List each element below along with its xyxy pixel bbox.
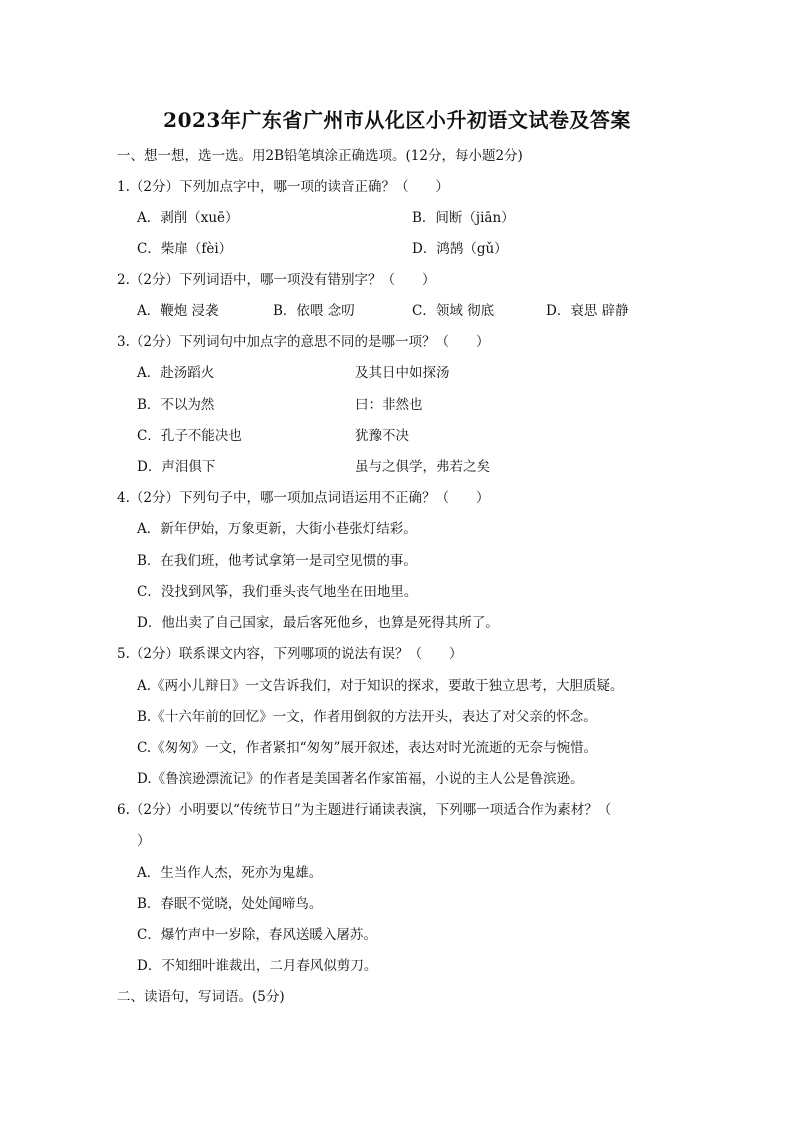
q5-option-a: A.《两小儿辩日》一文告诉我们，对于知识的探求，要敢于独立思考，大胆质疑。 [137, 678, 624, 694]
q5-option-c: C.《匆匆》一文，作者紧扣“匆匆”展开叙述，表达对时光流逝的无奈与惋惜。 [137, 740, 597, 756]
q3-option-d-right: 虽与之俱学，弗若之矣 [355, 459, 490, 475]
q3-option-b-right: 曰：非然也 [355, 397, 423, 413]
section-2-heading: 二、读语句，写词语。(5分) [117, 989, 285, 1005]
q3-option-d-left: D．声泪俱下 [137, 459, 216, 475]
q1-option-a: A．剥削（xuē） [137, 210, 239, 226]
q6-option-a: A．生当作人杰，死亦为鬼雄。 [137, 865, 323, 881]
q5-stem: 5.（2分）联系课文内容，下列哪项的说法有误？（ ） [117, 646, 463, 662]
q3-option-c-right: 犹豫不决 [355, 428, 409, 444]
q6-option-b: B．春眠不觉晓，处处闻啼鸟。 [137, 896, 323, 912]
q4-option-b: B．在我们班，他考试拿第一是司空见惯的事。 [137, 553, 417, 569]
q4-stem: 4.（2分）下列句子中，哪一项加点词语运用不正确？（ ） [117, 490, 490, 506]
q1-option-d: D．鸿鹄（gǔ） [412, 241, 508, 257]
section-1-heading: 一、想一想，选一选。用2B铅笔填涂正确选项。(12分，每小题2分) [117, 148, 523, 164]
q6-option-d: D．不知细叶谁裁出，二月春风似剪刀。 [137, 958, 378, 974]
q6-option-c: C．爆竹声中一岁除，春风送暖入屠苏。 [137, 927, 377, 943]
q2-option-b: B．依喂 念叨 [273, 303, 355, 319]
q3-option-c-left: C．孔子不能决也 [137, 428, 242, 444]
q2-option-d: D．衰思 辟静 [546, 303, 629, 319]
q1-stem: 1.（2分）下列加点字中，哪一项的读音正确？（ ） [117, 179, 449, 195]
page-title: 2023年广东省广州市从化区小升初语文试卷及答案 [163, 108, 631, 132]
q4-option-c: C．没找到风筝，我们垂头丧气地坐在田地里。 [137, 584, 418, 600]
q1-option-b: B．间断（jiān） [412, 210, 515, 226]
q4-option-a: A．新年伊始，万象更新，大街小巷张灯结彩。 [137, 521, 417, 537]
q3-option-a-left: A．赴汤蹈火 [137, 365, 215, 381]
q3-option-a-right: 及其日中如探汤 [355, 365, 450, 381]
q3-option-b-left: B．不以为然 [137, 397, 215, 413]
q2-stem: 2.（2分）下列词语中，哪一项没有错别字？（ ） [117, 272, 436, 288]
q5-option-b: B.《十六年前的回忆》一文，作者用倒叙的方法开头，表达了对父亲的怀念。 [137, 709, 597, 725]
q6-stem: 6.（2分）小明要以“传统节日”为主题进行诵读表演，下列哪一项适合作为素材？（ [117, 802, 612, 818]
q2-option-c: C．领域 彻底 [412, 303, 495, 319]
q5-option-d: D.《鲁滨逊漂流记》的作者是美国著名作家笛福，小说的主人公是鲁滨逊。 [137, 771, 584, 787]
q1-option-c: C．柴扉（fèi） [137, 241, 233, 257]
q2-option-a: A．鞭炮 浸袭 [137, 303, 219, 319]
q6-stem-continuation: ） [137, 833, 151, 849]
q4-option-d: D．他出卖了自己国家，最后客死他乡，也算是死得其所了。 [137, 615, 499, 631]
q3-stem: 3.（2分）下列词句中加点字的意思不同的是哪一项？（ ） [117, 334, 490, 350]
